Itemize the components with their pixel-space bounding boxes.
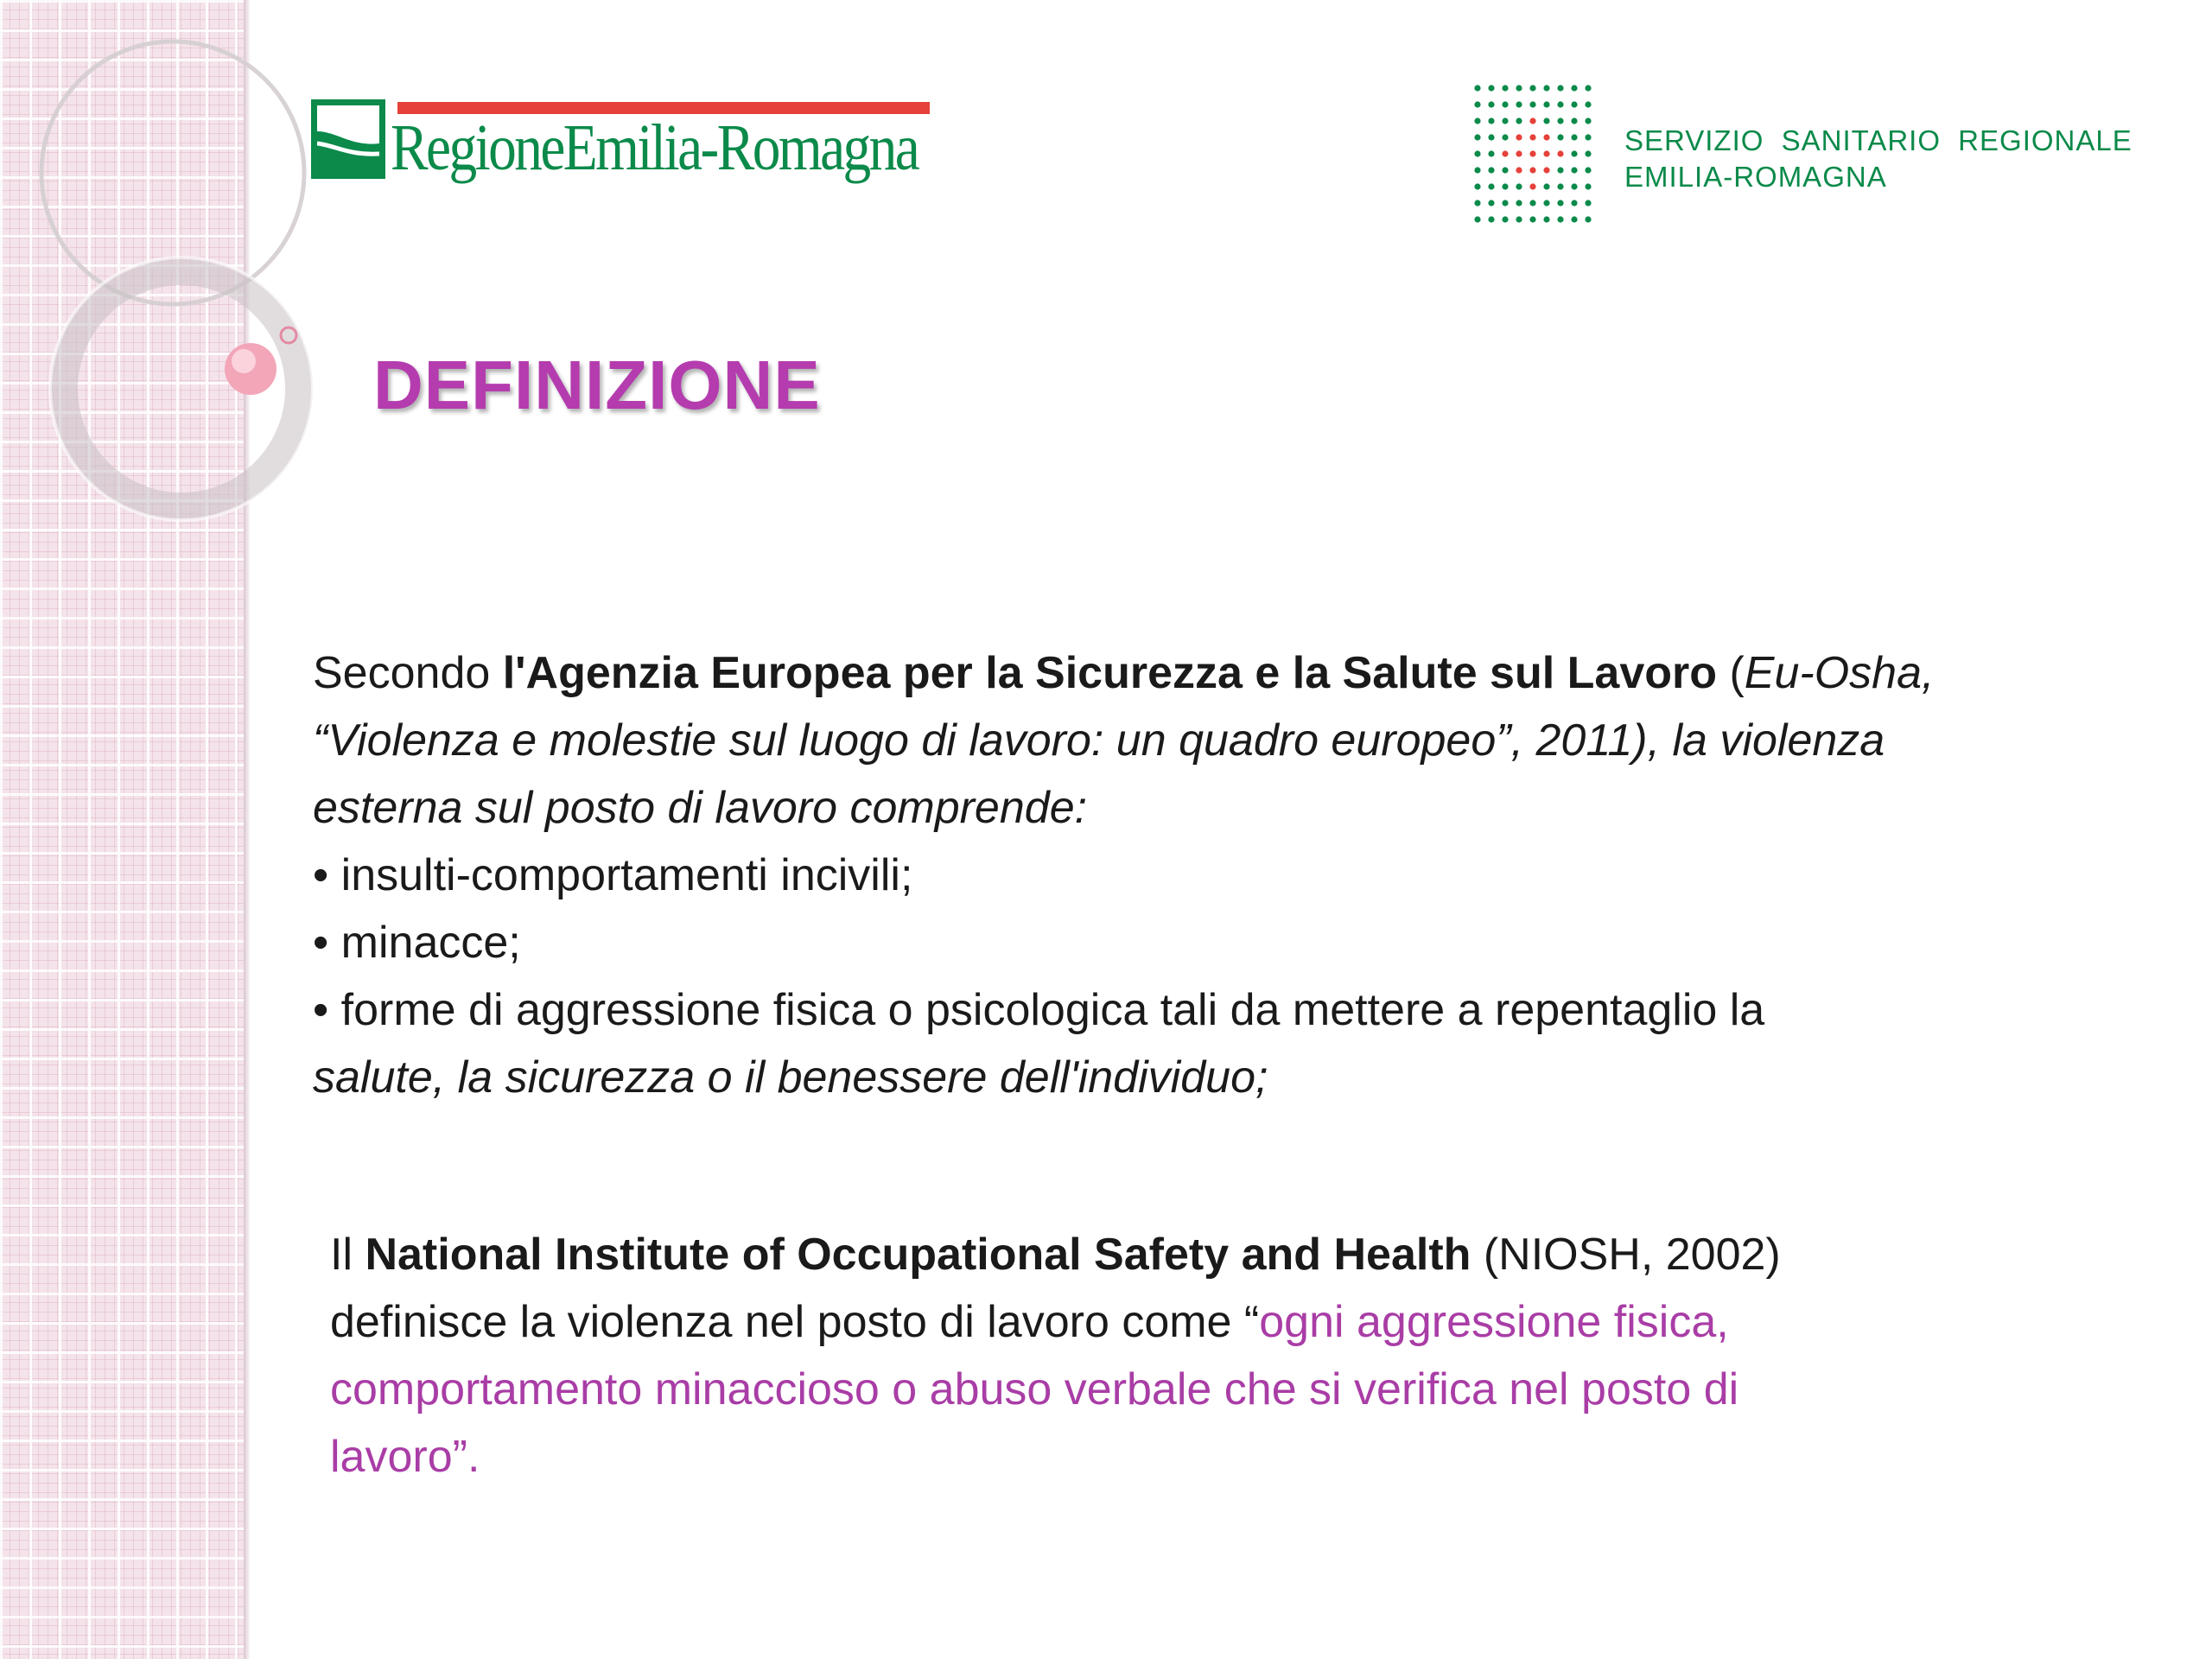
logo-dot: [1529, 183, 1535, 189]
para2-line4: lavoro”.: [330, 1432, 480, 1482]
logo-dot: [1585, 134, 1591, 140]
logo-dot: [1585, 167, 1591, 173]
logo-dot: [1585, 118, 1591, 124]
logo-dot: [1557, 200, 1563, 206]
para1-paren: (: [1717, 648, 1745, 698]
logo-dot: [1571, 216, 1577, 222]
logo-dot: [1585, 183, 1591, 189]
logo-dot: [1516, 101, 1522, 107]
logo-dot: [1474, 216, 1480, 222]
para2-line2: definisce la violenza nel posto di lavoro come “ogni aggressione fisica,: [330, 1297, 1729, 1347]
logo-dot: [1543, 200, 1549, 206]
logo-dot: [1502, 118, 1508, 124]
logo-dot: [1502, 85, 1508, 91]
citation-part2: “Violenza e molestie sul luogo di lavoro: un quadro europeo”, 2011), la violenza: [313, 715, 1885, 766]
logo-dot: [1474, 150, 1480, 156]
logo-dot: [1488, 150, 1494, 156]
logo-dot: [1474, 118, 1480, 124]
logo-dot: [1543, 85, 1549, 91]
logo-dot: [1543, 134, 1549, 140]
logo-dot: [1488, 101, 1494, 107]
para1-intro: Secondo: [313, 648, 503, 698]
logo-dot: [1557, 150, 1563, 156]
logo-dot: [1488, 118, 1494, 124]
logo-dot: [1557, 216, 1563, 222]
agency-name: l'Agenzia Europea per la Sicurezza e la Salute sul Lavoro: [502, 648, 1718, 698]
definition-quote: ogni aggressione fisica,: [1259, 1297, 1729, 1347]
logo-dot: [1557, 118, 1563, 124]
para1-line2: [313, 707, 1934, 774]
logo-dot: [1502, 150, 1508, 156]
medium-ring-highlight: [50, 257, 313, 520]
logo-dot: [1543, 101, 1549, 107]
logo-wordmark: RegioneEmilia-Romagna: [391, 111, 918, 184]
bullet-item: • forme di aggressione fisica o psicologica tali da mettere a repentaglio la: [313, 985, 1765, 1035]
logo-dot: [1516, 150, 1522, 156]
logo-dot: [1557, 183, 1563, 189]
logo-dot: [1474, 101, 1480, 107]
para1-line1: [313, 639, 1934, 707]
logo-dot: [1488, 134, 1494, 140]
para2-line1: Il National Institute of Occupational Safety and Health (NIOSH, 2002): [330, 1230, 1781, 1280]
logo-dot: [1543, 118, 1549, 124]
logo-dot: [1516, 85, 1522, 91]
logo-dot: [1488, 85, 1494, 91]
logo-dot: [1585, 216, 1591, 222]
logo-dot: [1488, 183, 1494, 189]
logo-dot: [1529, 101, 1535, 107]
logo-dot: [1571, 101, 1577, 107]
logo-dot: [1543, 167, 1549, 173]
logo-dot: [1488, 216, 1494, 222]
logo-dot: [1474, 183, 1480, 189]
logo-dot: [1488, 167, 1494, 173]
logo-dot: [1474, 85, 1480, 91]
logo-dot: [1502, 216, 1508, 222]
logo-dot: [1516, 183, 1522, 189]
ssr-line1: SERVIZIO SANITARIO REGIONALE: [1624, 124, 2133, 156]
logo-dot: [1474, 200, 1480, 206]
logo-dot: [1529, 167, 1535, 173]
decorative-rings: [0, 0, 346, 553]
logo-dot: [1474, 134, 1480, 140]
logo-dot: [1529, 200, 1535, 206]
logo-dot: [1529, 216, 1535, 222]
niosh-definition-paragraph: [330, 1221, 1781, 1491]
logo-dot: [1516, 167, 1522, 173]
logo-dot: [1585, 150, 1591, 156]
para2-line3: comportamento minaccioso o abuso verbale che si verifica nel posto di: [330, 1364, 1739, 1414]
para1-line3: [313, 774, 1934, 842]
page-title: DEFINIZIONE: [373, 346, 821, 423]
logo-dot: [1543, 150, 1549, 156]
logo-dot: [1585, 101, 1591, 107]
logo-dot: [1585, 85, 1591, 91]
logo-dot: [1488, 200, 1494, 206]
logo-dot: [1571, 200, 1577, 206]
bullet-item: • insulti-comportamenti incivili;: [313, 850, 913, 900]
citation-part1: Eu-Osha,: [1744, 648, 1935, 698]
niosh-citation: (NIOSH, 2002): [1471, 1230, 1781, 1280]
logo-dot: [1557, 134, 1563, 140]
logo-dot: [1571, 85, 1577, 91]
logo-dot: [1516, 118, 1522, 124]
logo-dot: [1502, 183, 1508, 189]
logo-emblem-icon: [311, 99, 385, 179]
logo-dot: [1571, 134, 1577, 140]
logo-dot: [1474, 167, 1480, 173]
agency-definition-paragraph: [313, 639, 1934, 1111]
servizio-sanitario-logo: [1469, 79, 2133, 235]
logo-dot: [1516, 216, 1522, 222]
logo-dot: [1502, 134, 1508, 140]
dot-grid-icon: [1469, 79, 1599, 231]
logo-dot: [1543, 183, 1549, 189]
logo-dot: [1571, 183, 1577, 189]
bullet-item: • minacce;: [313, 918, 521, 968]
logo-dot: [1516, 200, 1522, 206]
logo-dot: [1529, 118, 1535, 124]
logo-dot: [1543, 216, 1549, 222]
logo-dot: [1529, 150, 1535, 156]
logo-dot: [1571, 150, 1577, 156]
para1-last-line: salute, la sicurezza o il benessere dell'individuo;: [313, 1052, 1268, 1103]
institute-name: National Institute of Occupational Safety and Health: [365, 1230, 1471, 1280]
logo-dot: [1571, 167, 1577, 173]
logo-dot: [1502, 200, 1508, 206]
logo-dot: [1529, 134, 1535, 140]
logo-dot: [1585, 200, 1591, 206]
logo-dot: [1516, 134, 1522, 140]
ssr-line2: EMILIA-ROMAGNA: [1624, 161, 1887, 193]
citation-part3: esterna sul posto di lavoro comprende:: [313, 783, 1088, 833]
regione-emilia-romagna-logo: [311, 95, 933, 199]
logo-dot: [1502, 101, 1508, 107]
logo-dot: [1571, 118, 1577, 124]
logo-dot: [1502, 167, 1508, 173]
pink-bead-shine: [232, 349, 256, 373]
logo-dot: [1557, 101, 1563, 107]
logo-dot: [1529, 85, 1535, 91]
logo-dot: [1557, 167, 1563, 173]
logo-dot: [1557, 85, 1563, 91]
